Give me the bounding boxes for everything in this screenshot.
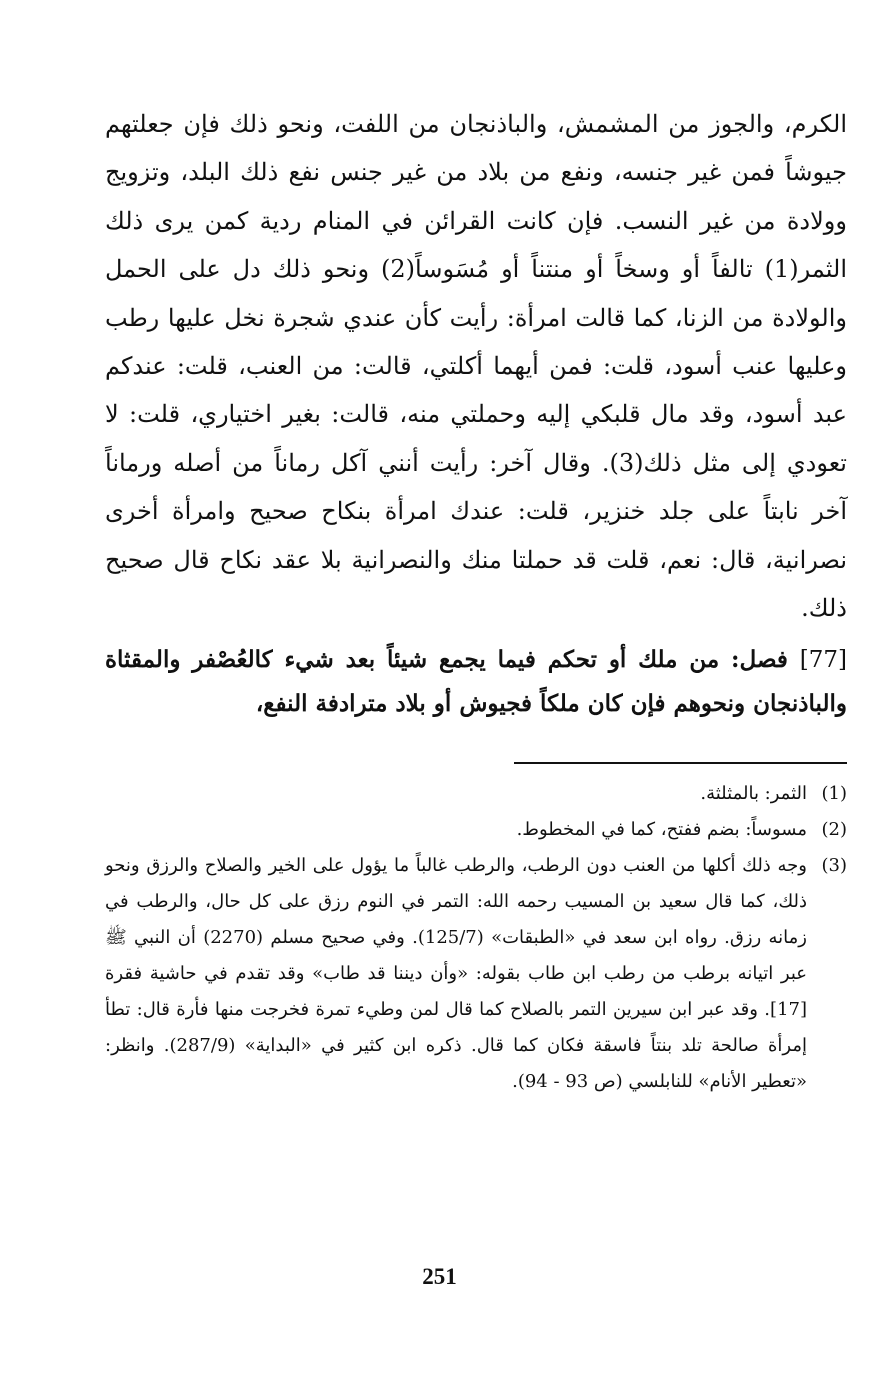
- footnote-divider: [514, 762, 847, 764]
- footnote-text: وجه ذلك أكلها من العنب دون الرطب، والرطب غالباً ما يؤول على الخير والصلاح والرزق ونحو ذلك، كما قال سعيد بن المسيب رحمه الله: التمر في النوم رزق على كل حال، والرطب في زمانه رزق. رواه ابن سعد في «الطبقات» (125/7). وفي صحيح مسلم (2270) أن النبي ﷺ عبر اتيانه برطب من رطب ابن طاب بقوله: «وأن ديننا قد طاب» وقد تقدم في حاشية فقرة [17]. وقد عبر ابن سيرين التمر بالصلاح كما قال لمن وطيء تمرة فخرجت منها فأرة قال: تطأ إمرأة صالحة تلد بنتاً فاسقة فكان كما قال. ذكره ابن كثير في «البداية» (287/9). وانظر: «تعطير الأنام» للنابلسي (ص 93 - 94).: [105, 855, 807, 1093]
- section-number: [77]: [799, 647, 847, 674]
- section-text: من ملك أو تحكم فيما يجمع شيئاً بعد شيء كالعُصْفر والمقثاة والباذنجان ونحوهم فإن كان ملكاً فجيوش أو بلاد مترادفة النفع،: [105, 646, 847, 718]
- footnote-number: (1): [821, 783, 847, 805]
- footnote-3: [105, 848, 847, 1100]
- footnote-text: مسوساً: بضم ففتح، كما في المخطوط.: [516, 819, 807, 841]
- section-lead: فصل:: [731, 646, 788, 674]
- footnotes-list: [105, 776, 847, 1100]
- footnote-1: [105, 776, 847, 812]
- main-text: [105, 100, 847, 632]
- main-paragraph: الكرم، والجوز من المشمش، والباذنجان من اللفت، ونحو ذلك فإن جعلتهم جيوشاً فمن غير جنسه، ونفع من بلاد من غير جنس نفع ذلك البلد، وتزويج وولادة من غير النسب. فإن كانت القرائن في المنام ردية كمن يرى ذلك الثمر(1) تالفاً أو وسخاً أو منتناً أو مُسَوساً(2) ونحو ذلك دل على الحمل والولادة من الزنا، كما قالت امرأة: رأيت كأن عندي شجرة نخل عليها رطب وعليها عنب أسود، قلت: فمن أيهما أكلتي، قالت: من العنب، قلت: عندكم عبد أسود، وقد مال قلبكي إليه وحملتي منه، قالت: بغير اختياري، قلت: لا تعودي إلى مثل ذلك(3). وقال آخر: رأيت أنني آكل رماناً من أصله ورماناً آخر نابتاً على جلد خنزير، قلت: عندك امرأة بنكاح صحيح وامرأة أخرى نصرانية، قال: نعم، قلت قد حملتا منك والنصرانية بلا عقد نكاح قال صحيح ذلك.: [105, 110, 847, 623]
- footnote-number: (3): [821, 855, 847, 877]
- page-number: 251: [422, 1264, 457, 1289]
- footnote-number: (2): [821, 819, 847, 841]
- section-paragraph: [105, 638, 847, 726]
- book-page: [105, 100, 847, 1116]
- footnote-2: [105, 812, 847, 848]
- footnote-text: الثمر: بالمثلثة.: [700, 783, 807, 805]
- section-77: [105, 638, 847, 726]
